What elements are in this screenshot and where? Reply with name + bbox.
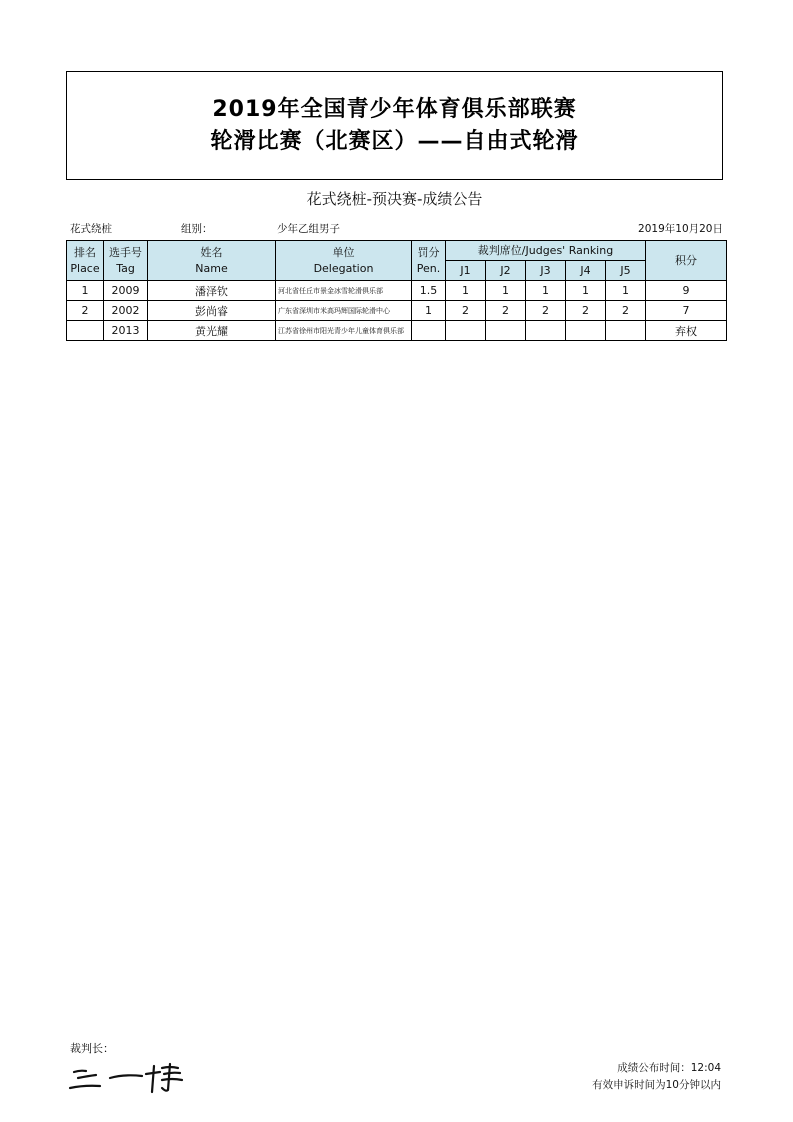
cell-tag: 2013 <box>104 321 148 341</box>
results-table <box>66 240 727 341</box>
cell-j3: 2 <box>526 301 566 321</box>
publish-time: 成绩公布时间：12:04 <box>617 1062 721 1074</box>
cell-place <box>67 321 104 341</box>
cell-score: 弃权 <box>646 321 727 341</box>
cell-place: 2 <box>67 301 104 321</box>
cell-j5: 2 <box>606 301 646 321</box>
title-line-2: 轮滑比赛（北赛区）——自由式轮滑 <box>210 128 579 154</box>
cell-j1 <box>446 321 486 341</box>
cell-j4 <box>566 321 606 341</box>
title-line-1: 2019年全国青少年体育俱乐部联赛 <box>212 96 577 122</box>
header-score: 积分 <box>646 241 727 281</box>
table-row <box>67 301 727 321</box>
cell-j3: 1 <box>526 281 566 301</box>
header-penalty: 罚分 Pen. <box>412 241 446 281</box>
cell-name: 黄光耀 <box>148 321 276 341</box>
header-tag: 选手号 Tag <box>104 241 148 281</box>
header-j1: J1 <box>446 261 486 281</box>
table-row <box>67 281 727 301</box>
table-row <box>67 321 727 341</box>
cell-j4: 2 <box>566 301 606 321</box>
cell-penalty <box>412 321 446 341</box>
cell-score: 9 <box>646 281 727 301</box>
cell-j5: 1 <box>606 281 646 301</box>
cell-j2 <box>486 321 526 341</box>
header-name: 姓名 Name <box>148 241 276 281</box>
cell-penalty: 1 <box>412 301 446 321</box>
cell-j5 <box>606 321 646 341</box>
cell-tag: 2009 <box>104 281 148 301</box>
header-judges: 裁判席位/Judges' Ranking <box>446 241 646 261</box>
cell-delegation: 河北省任丘市景金冰雪轮滑俱乐部 <box>276 281 412 301</box>
header-j3: J3 <box>526 261 566 281</box>
referee-signature <box>66 1058 186 1094</box>
cell-j3 <box>526 321 566 341</box>
header-delegation: 单位 Delegation <box>276 241 412 281</box>
header-j5: J5 <box>606 261 646 281</box>
cell-name: 彭尚睿 <box>148 301 276 321</box>
group-value: 少年乙组男子 <box>277 223 340 235</box>
cell-j1: 1 <box>446 281 486 301</box>
header-j2: J2 <box>486 261 526 281</box>
cell-penalty: 1.5 <box>412 281 446 301</box>
title-box <box>66 71 723 180</box>
appeal-note: 有效申诉时间为10分钟以内 <box>592 1079 721 1091</box>
referee-label: 裁判长： <box>70 1042 114 1055</box>
cell-j2: 1 <box>486 281 526 301</box>
cell-place: 1 <box>67 281 104 301</box>
cell-j1: 2 <box>446 301 486 321</box>
header-place: 排名 Place <box>67 241 104 281</box>
cell-name: 潘泽钦 <box>148 281 276 301</box>
cell-delegation: 江苏省徐州市阳光青少年儿童体育俱乐部 <box>276 321 412 341</box>
event-date: 2019年10月20日 <box>638 223 723 235</box>
cell-j2: 2 <box>486 301 526 321</box>
header-row <box>67 241 727 261</box>
cell-delegation: 广东省深圳市米高玛辉国际轮滑中心 <box>276 301 412 321</box>
group-label: 组别： <box>181 223 213 235</box>
cell-score: 7 <box>646 301 727 321</box>
event-name: 花式绕桩 <box>70 223 112 235</box>
page-subtitle: 花式绕桩-预决赛-成绩公告 <box>306 190 483 208</box>
cell-j4: 1 <box>566 281 606 301</box>
header-j4: J4 <box>566 261 606 281</box>
cell-tag: 2002 <box>104 301 148 321</box>
